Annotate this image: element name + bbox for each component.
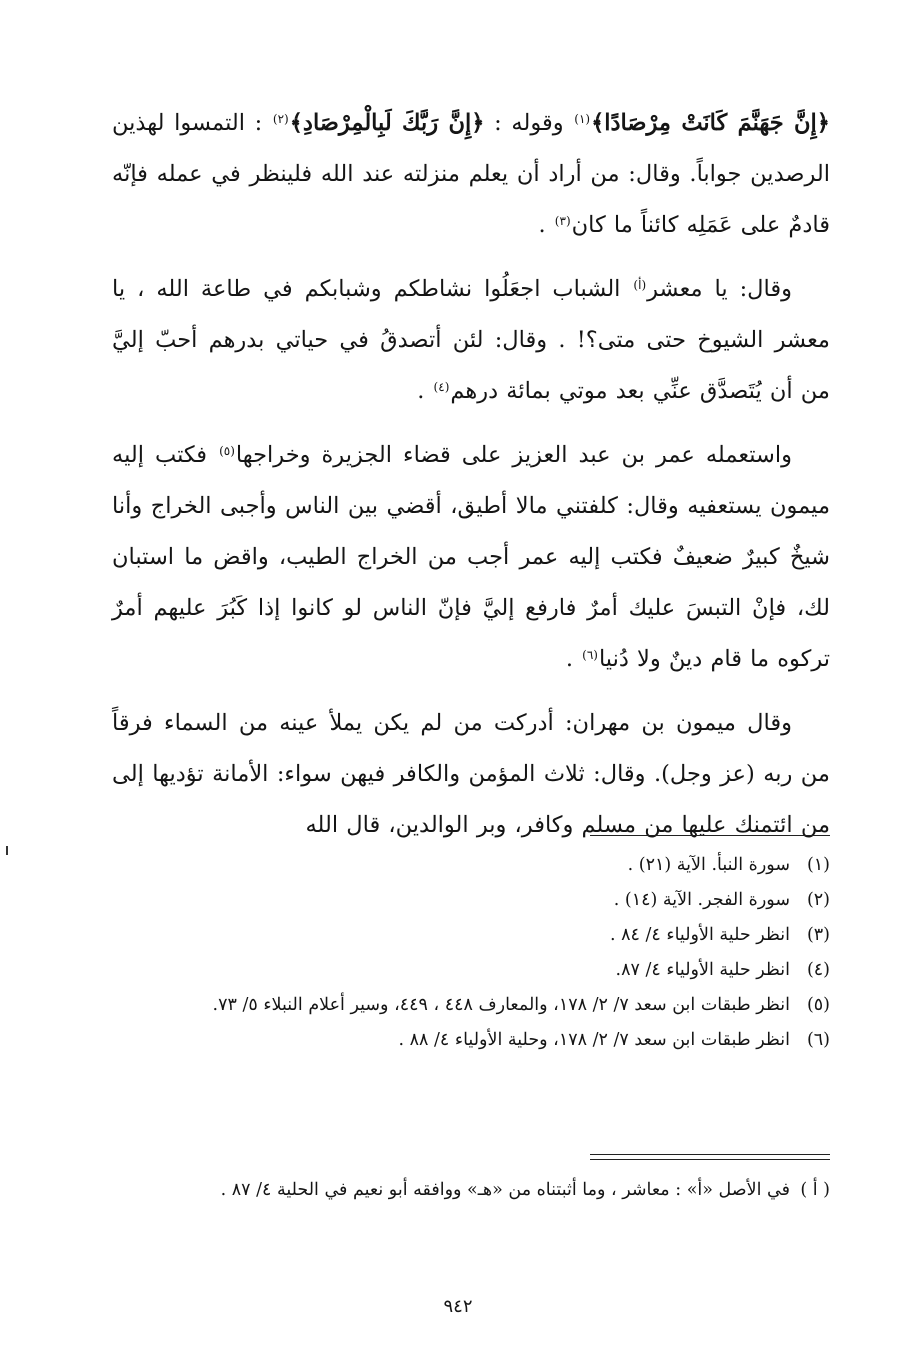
quran-verse-2: ﴿إِنَّ رَبَّكَ لَبِالْمِرْصَادِ﴾ [289,110,485,136]
paragraph-3 [112,430,830,685]
footnote-item [112,848,830,883]
editor-notes [112,1172,830,1208]
footnote-text: انظر حلية الأولياء ٤/ ٨٧. [615,960,790,980]
paragraph-2 [112,264,830,417]
editor-note-label: ( أ ) [800,1180,830,1200]
paragraph-2-start: وقال: يا معشر [647,276,792,302]
page-number: ٩٤٢ [443,1296,473,1317]
paragraph-2-text: الشباب اجعَلُوا نشاطكم وشبابكم في طاعة الله ، يا معشر الشيوخ حتى متى؟! . وقال: لئن أتصدقُ في حياتي بدرهم أحبّ إليَّ من أن يُتَصدَّق عنِّي بعد موتي بمائة درهم [112,276,830,404]
footnote-number: (٢) [806,890,830,910]
footnote-item [112,988,830,1023]
margin-mark [6,846,8,855]
footnote-number: (٥) [806,995,830,1015]
footnotes [112,848,830,1058]
footnote-number: (١) [806,855,830,875]
paragraph-3-text: فكتب إليه ميمون يستعفيه وقال: كلفتني مالا أطيق، أقضي بين الناس وأجبى الخراج وأنا شيخٌ كبيرٌ ضعيفٌ فكتب إليه عمر أجب من الخراج الطيب، واقض ما استبان لك، فإنْ التبسَ عليك أمرٌ فارفع إليَّ فإنّ الناس لو كانوا إذا كَبُرَ عليهم أمرٌ تركوه ما قام دينٌ ولا دُنيا [112,442,830,672]
quran-verse-1: ﴿إِنَّ جَهَنَّمَ كَانَتْ مِرْصَادًا﴾ [591,110,830,136]
footnote-item [112,883,830,918]
editor-note-item [112,1172,830,1208]
editor-note-text: في الأصل «أ» : معاشر ، وما أثبتناه من «هـ» ووافقه أبو نعيم في الحلية ٤/ ٨٧ . [220,1180,790,1200]
footnote-text: انظر طبقات ابن سعد ٧/ ٢/ ١٧٨، وحلية الأولياء ٤/ ٨٨ . [398,1030,790,1050]
footnote-item [112,1023,830,1058]
paragraph-3-end: . [565,646,582,672]
main-text [112,98,830,851]
footnote-text: انظر طبقات ابن سعد ٧/ ٢/ ١٧٨، والمعارف ٤٤٨ ، ٤٤٩، وسير أعلام النبلاء ٥/ ٧٣. [212,995,790,1015]
footnote-ref-5: (٥) [219,444,235,458]
footnote-ref-1: (١) [574,112,591,126]
paragraph-4-text: وقال ميمون بن مهران: أدركت من لم يكن يملأ عينه من السماء فرقاً من ربه (عز وجل). وقال: ثلاث المؤمن والكافر فيهن سواء: الأمانة تؤديها إلى من ائتمنك عليها من مسلم وكافر، وبر الوالدين، قال الله [112,710,830,838]
paragraph-1 [112,98,830,251]
editor-notes-separator [590,1154,830,1160]
footnote-separator [590,835,830,836]
paragraph-4 [112,698,830,851]
footnote-number: (٦) [806,1030,830,1050]
footnote-text: سورة الفجر. الآية (١٤) . [613,890,790,910]
footnote-item [112,953,830,988]
footnote-ref-a: (أ) [633,278,647,292]
paragraph-1-text: : التمسوا لهذين الرصدين جواباً. وقال: من أراد أن يعلم منزلته عند الله فلينظر في عمله فإنّه قادمٌ على عَمَلِه كائناً ما كان [112,110,830,238]
footnote-ref-2: (٢) [272,112,289,126]
paragraph-3-start: واستعمله عمر بن عبد العزيز على قضاء الجزيرة وخراجها [235,442,792,468]
paragraph-1-connector: وقوله : [484,110,574,136]
footnote-text: سورة النبأ. الآية (٢١) . [627,855,790,875]
footnote-ref-4: (٤) [433,380,450,394]
footnote-number: (٤) [806,960,830,980]
footnote-number: (٣) [806,925,830,945]
paragraph-2-end: . [417,378,433,404]
footnote-text: انظر حلية الأولياء ٤/ ٨٤ . [609,925,790,945]
paragraph-1-end: . [538,212,554,238]
footnote-item [112,918,830,953]
footnote-ref-6: (٦) [582,648,598,662]
footnote-ref-3: (٣) [554,214,571,228]
